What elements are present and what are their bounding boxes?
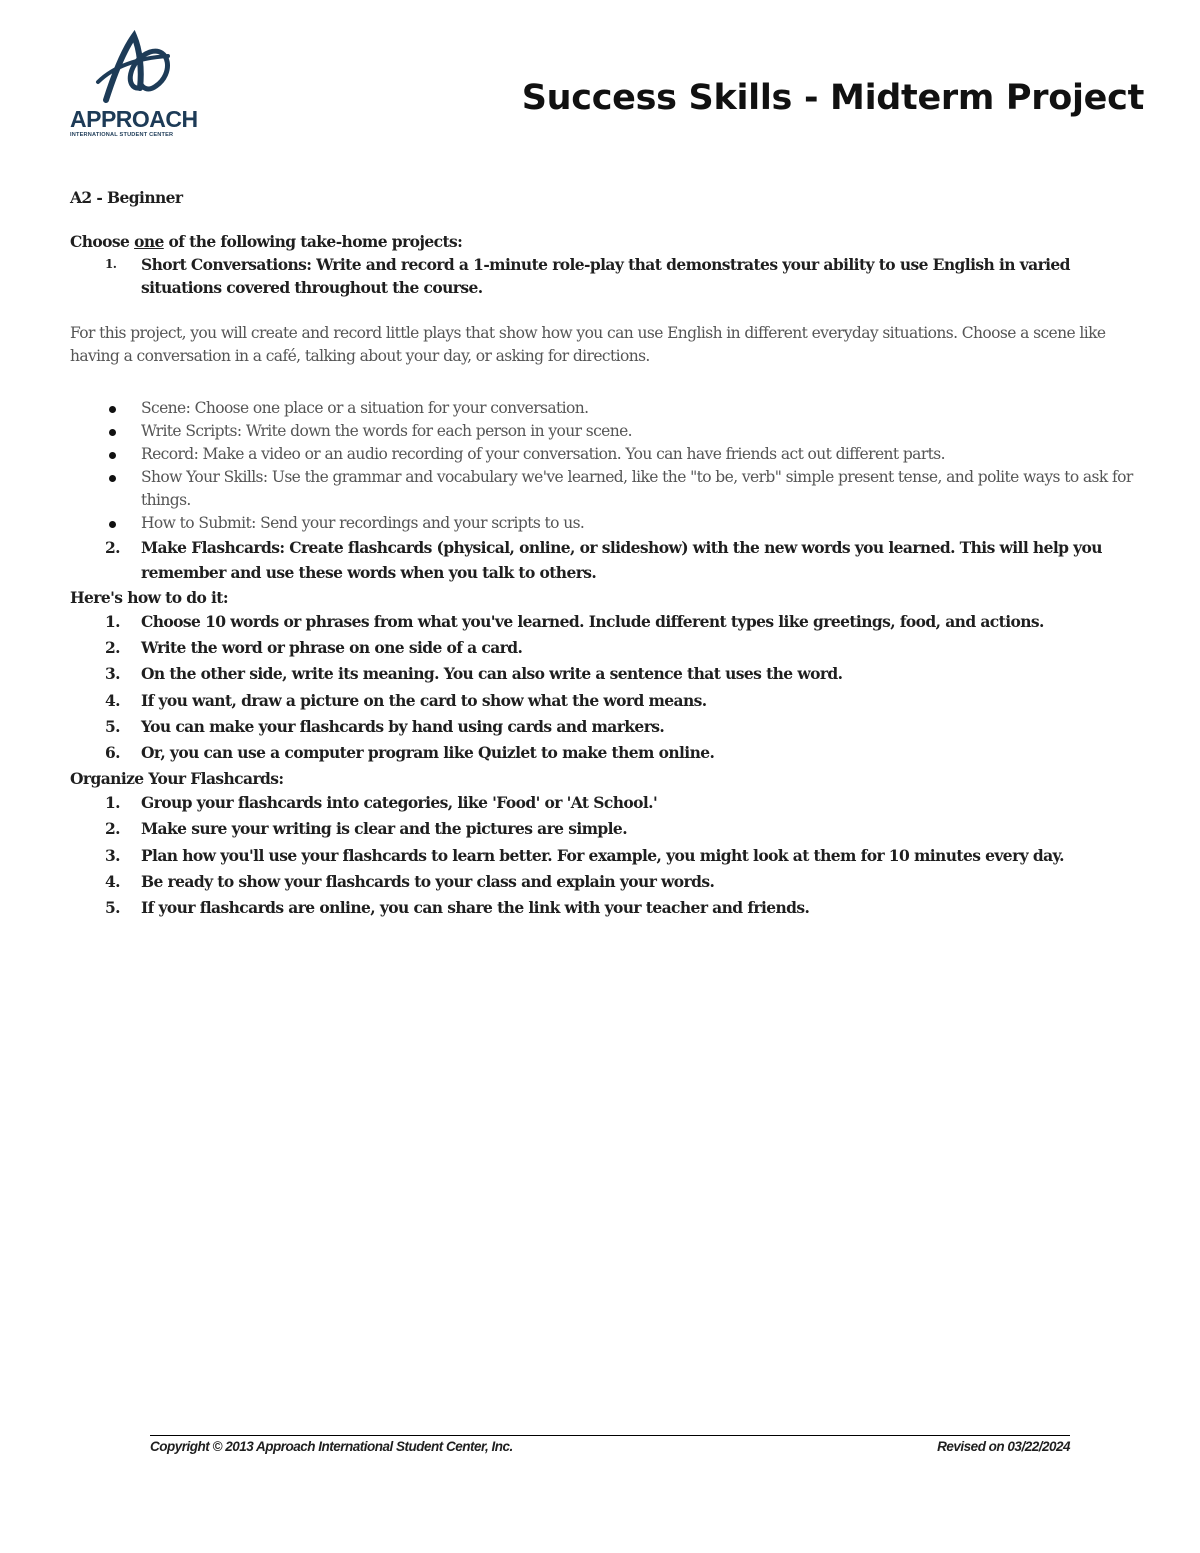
step-text: Make sure your writing is clear and the pictures are simple. bbox=[141, 819, 627, 839]
step-number: 6. bbox=[105, 743, 120, 763]
step-text: Plan how you'll use your flashcards to learn better. For example, you might look at them for 10 minutes every day. bbox=[141, 845, 1064, 865]
list-item bbox=[70, 816, 1150, 842]
bullet-item bbox=[70, 512, 1150, 535]
step-number: 1. bbox=[105, 793, 120, 813]
list-item bbox=[70, 895, 1150, 921]
project-1-number: 1. bbox=[105, 257, 117, 271]
step-number: 1. bbox=[105, 612, 120, 631]
step-text: Choose 10 words or phrases from what you've learned. Include different types like greetings, food, and actions. bbox=[141, 612, 1044, 631]
document-body bbox=[70, 186, 1150, 921]
project-2-number: 2. bbox=[105, 538, 120, 557]
bullet-text: Record: Make a video or an audio recording of your conversation. You can have friends act out different parts. bbox=[141, 445, 945, 463]
project-1 bbox=[70, 253, 1150, 299]
project-1-bullets bbox=[70, 397, 1150, 535]
step-number: 5. bbox=[105, 898, 120, 918]
step-text: Be ready to show your flashcards to your class and explain your words. bbox=[141, 871, 715, 891]
logo-wordmark: APPROACH bbox=[70, 106, 198, 132]
bullet-item bbox=[70, 397, 1150, 420]
bullet-item bbox=[70, 420, 1150, 443]
list-item bbox=[70, 609, 1150, 635]
organize-header: Organize Your Flashcards: bbox=[70, 769, 284, 789]
list-item bbox=[70, 740, 1150, 766]
step-text: Write the word or phrase on one side of a card. bbox=[141, 638, 523, 658]
project-2-text: Make Flashcards: Create flashcards (physical, online, or slideshow) with the new words you learned. This will help you remember and use these words when you talk to others. bbox=[141, 538, 1102, 582]
intro-before: Choose bbox=[70, 232, 135, 251]
company-logo bbox=[66, 30, 206, 142]
bullet-text: Write Scripts: Write down the words for each person in your scene. bbox=[141, 422, 633, 440]
bullet-dot-icon bbox=[109, 521, 116, 528]
list-item bbox=[70, 869, 1150, 895]
bullet-item bbox=[70, 466, 1150, 512]
howto-steps bbox=[70, 609, 1150, 766]
intro-instruction bbox=[70, 230, 1150, 253]
step-text: If you want, draw a picture on the card to show what the word means. bbox=[141, 690, 707, 710]
project-1-description: For this project, you will create and record little plays that show how you can use English in different everyday situations. Choose a scene like having a conversation in a café, talking about your day, or asking for directions. bbox=[70, 324, 1106, 365]
bullet-text: How to Submit: Send your recordings and your scripts to us. bbox=[141, 514, 585, 532]
project-2 bbox=[70, 535, 1150, 585]
step-number: 4. bbox=[105, 871, 120, 891]
page-title: Success Skills - Midterm Project bbox=[521, 78, 1144, 118]
list-item bbox=[70, 635, 1150, 661]
approach-logo-icon bbox=[94, 30, 178, 106]
organize-steps bbox=[70, 790, 1150, 921]
project-1-text: Short Conversations: Write and record a 1-minute role-play that demonstrates your ability to use English in varied situations covered throughout the course. bbox=[141, 255, 1070, 297]
bullet-dot-icon bbox=[109, 452, 116, 459]
step-text: On the other side, write its meaning. You can also write a sentence that uses the word. bbox=[141, 664, 843, 684]
footer-copyright: Copyright © 2013 Approach International Student Center, Inc. bbox=[150, 1439, 513, 1454]
list-item bbox=[70, 661, 1150, 687]
page-footer bbox=[150, 1435, 1070, 1454]
intro-after: of the following take-home projects: bbox=[163, 232, 463, 251]
bullet-text: Show Your Skills: Use the grammar and vocabulary we've learned, like the "to be, verb" simple present tense, and polite ways to ask for things. bbox=[141, 468, 1133, 509]
step-number: 5. bbox=[105, 716, 120, 736]
step-text: Group your flashcards into categories, like 'Food' or 'At School.' bbox=[141, 793, 658, 813]
list-item bbox=[70, 714, 1150, 740]
step-number: 2. bbox=[105, 819, 120, 839]
project-1-item bbox=[70, 253, 1150, 299]
footer-revised-date: Revised on 03/22/2024 bbox=[937, 1439, 1070, 1454]
list-item bbox=[70, 843, 1150, 869]
bullet-dot-icon bbox=[109, 406, 116, 413]
bullet-dot-icon bbox=[109, 429, 116, 436]
step-text: If your flashcards are online, you can share the link with your teacher and friends. bbox=[141, 898, 810, 918]
list-item bbox=[70, 688, 1150, 714]
step-number: 3. bbox=[105, 664, 120, 684]
bullet-text: Scene: Choose one place or a situation for your conversation. bbox=[141, 399, 589, 417]
bullet-dot-icon bbox=[109, 475, 116, 482]
step-text: Or, you can use a computer program like Quizlet to make them online. bbox=[141, 743, 715, 763]
bullet-item bbox=[70, 443, 1150, 466]
level-label: A2 - Beginner bbox=[70, 188, 183, 207]
step-number: 3. bbox=[105, 845, 120, 865]
step-number: 4. bbox=[105, 690, 120, 710]
logo-subtitle: INTERNATIONAL STUDENT CENTER bbox=[70, 132, 174, 138]
step-text: You can make your flashcards by hand using cards and markers. bbox=[141, 716, 665, 736]
step-number: 2. bbox=[105, 638, 120, 658]
intro-emphasis: one bbox=[134, 232, 164, 251]
howto-header: Here's how to do it: bbox=[70, 588, 228, 607]
project-2-item bbox=[70, 535, 1150, 585]
list-item bbox=[70, 790, 1150, 816]
